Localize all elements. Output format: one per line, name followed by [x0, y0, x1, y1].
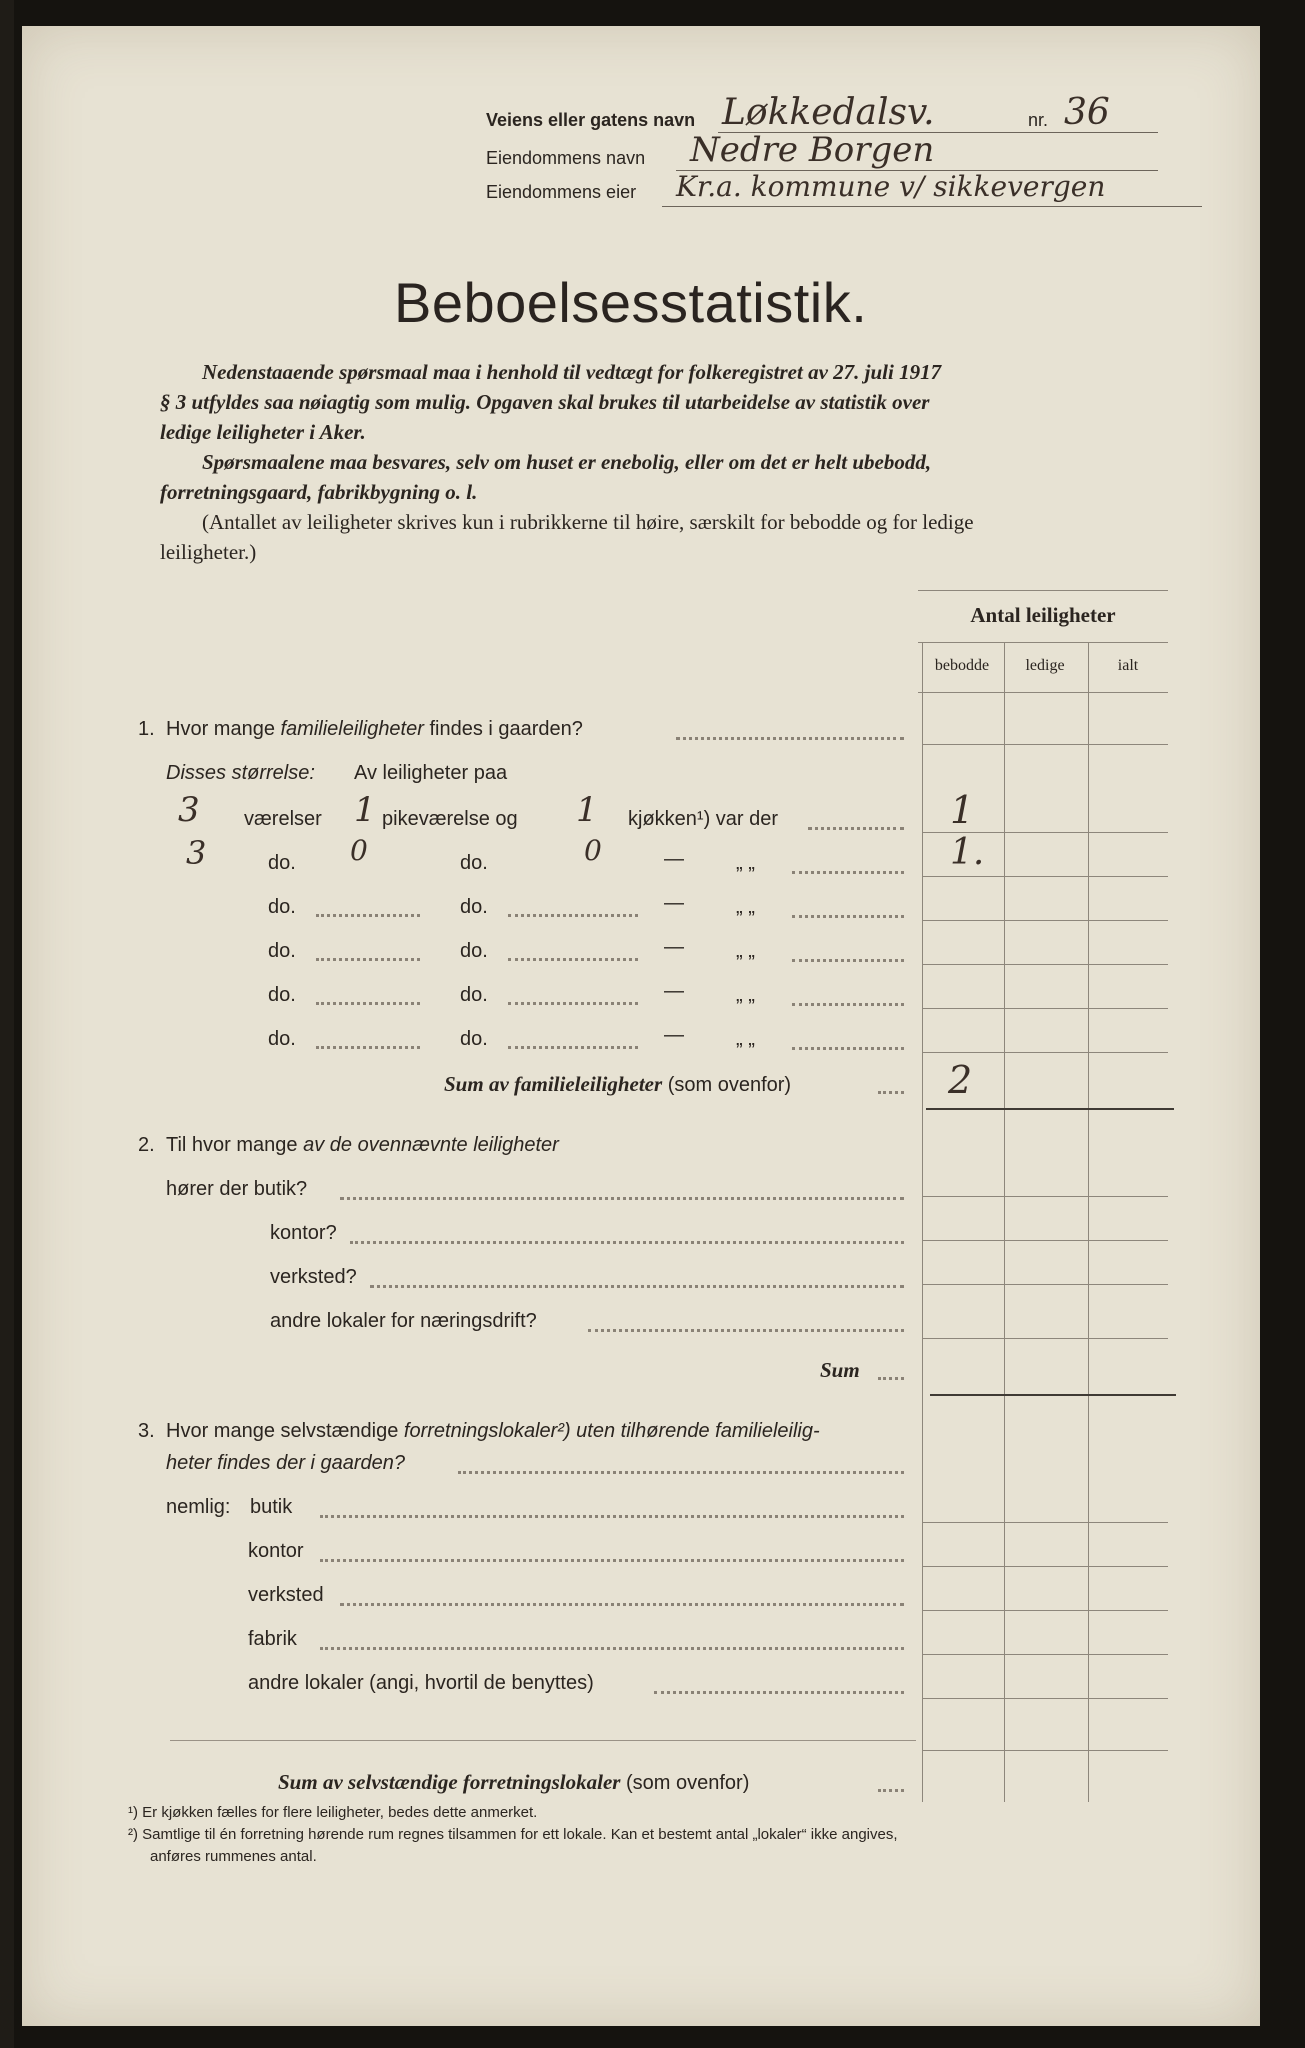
q2-item-butik: hører der butik?: [166, 1178, 308, 1200]
q2-item-andre: andre lokaler for næringsdrift?: [270, 1310, 537, 1332]
leader-dots: [350, 1241, 904, 1244]
q2-item-kontor: kontor?: [270, 1222, 337, 1244]
q1-row5-word-do: do.: [268, 984, 296, 1006]
leader-dots: [676, 737, 904, 740]
owner-underline: [662, 206, 1202, 207]
col-divider-2: [1088, 642, 1089, 1802]
leader-dots: [458, 1471, 904, 1474]
q1-row2-ditto: „ „: [736, 852, 755, 874]
intro-p1-line1: Nedenstaaende spørsmaal maa i henhold til vedtægt for folkeregistret av 27. juli 1917: [202, 360, 942, 384]
q1-row2-bebodde: 1.: [950, 832, 985, 873]
q1-row1-bebodde: 1: [950, 788, 975, 832]
row-rule: [922, 1052, 1168, 1053]
q3-number: 3.: [138, 1420, 155, 1442]
leader-dots: [320, 1559, 904, 1562]
leader-dots: [320, 1515, 904, 1518]
q1-row5-dash: —: [664, 980, 684, 1002]
q1-sum-label: Sum av familieleiligheter (som ovenfor): [444, 1072, 792, 1096]
leader-dots: [792, 871, 904, 874]
table-top-rule: [918, 590, 1168, 591]
col-divider-1: [1004, 642, 1005, 1802]
q3-text-line2: heter findes der i gaarden?: [166, 1452, 406, 1474]
table-title: Antal leiligheter: [970, 603, 1116, 627]
leader-dots: [340, 1197, 904, 1200]
intro-p2-line2: forretningsgaard, fabrikbygning o. l.: [160, 480, 478, 504]
fill-dots: [508, 1046, 638, 1049]
intro-p3-line1: (Antallet av leiligheter skrives kun i rubrikkerne til høire, særskilt for bebodde og for ledige: [202, 510, 974, 534]
table-title-rule: [918, 642, 1168, 643]
row-rule: [922, 1750, 1168, 1751]
q1-row6-ditto: „ „: [736, 1028, 755, 1050]
leader-dots: [588, 1329, 904, 1332]
fill-dots: [316, 958, 420, 961]
property-name-value: Nedre Borgen: [690, 130, 935, 170]
q1-row5-ditto: „ „: [736, 984, 755, 1006]
street-value: Løkkedalsv.: [722, 92, 935, 133]
q1-row1-pike: 1: [354, 790, 376, 830]
row-rule: [922, 1240, 1168, 1241]
owner-value: Kr.a. kommune v/ sikkevergen: [676, 170, 1106, 203]
fill-dots: [508, 958, 638, 961]
intro-p1-line2: § 3 utfyldes saa nøiagtig som mulig. Opgaven skal brukes til utarbeidelse av statistik over: [160, 390, 930, 414]
leader-dots: [878, 1789, 904, 1792]
fill-dots: [316, 1046, 420, 1049]
scan-edge: [0, 0, 14, 2048]
q2-text: Til hvor mange av de ovennævnte leiligheter: [166, 1134, 559, 1156]
q3-write-line: [170, 1740, 916, 1741]
q1-row2-pike: 0: [350, 834, 368, 867]
intro-p3-line2: leiligheter.): [160, 540, 257, 564]
q1-row4-dash: —: [664, 936, 684, 958]
property-name-label: Eiendommens navn: [486, 148, 646, 168]
leader-dots: [792, 1047, 904, 1050]
nr-value: 36: [1064, 92, 1110, 133]
q1-row3-word-do: do.: [268, 896, 296, 918]
q1-row2-dash: —: [664, 848, 684, 870]
q1-row2-word-do2: do.: [460, 852, 488, 874]
col-header-ialt: ialt: [1117, 657, 1139, 674]
q1-row2-kjokken: 0: [584, 834, 602, 867]
q3-sum-label: Sum av selvstændige forretningslokaler (som ovenfor): [278, 1770, 750, 1794]
q1-row5-word-do2: do.: [460, 984, 488, 1006]
fill-dots: [316, 1002, 420, 1005]
fill-dots: [316, 914, 420, 917]
q1-row2-word-do: do.: [268, 852, 296, 874]
q3-text-line1: Hvor mange selvstændige forretningslokaler²) uten tilhørende familieleilig-: [166, 1420, 820, 1442]
q1-row6-word-do: do.: [268, 1028, 296, 1050]
leader-dots: [808, 827, 904, 830]
q1-row1-word-kjokken: kjøkken¹) var der: [628, 808, 779, 830]
row-rule: [922, 1698, 1168, 1699]
owner-label: Eiendommens eier: [486, 182, 637, 202]
q1-text: Hvor mange familieleiligheter findes i gaarden?: [166, 718, 583, 740]
col-header-ledige: ledige: [1025, 657, 1065, 674]
q2-number: 2.: [138, 1134, 155, 1156]
fill-dots: [508, 914, 638, 917]
row-rule: [922, 1338, 1168, 1339]
leader-dots: [654, 1691, 904, 1694]
q1-row3-dash: —: [664, 892, 684, 914]
q1-row2-vaerelser: 3: [186, 834, 207, 872]
q2-sum-label: Sum: [820, 1358, 860, 1382]
page-title: Beboelsesstatistik.: [394, 271, 868, 334]
leader-dots: [792, 959, 904, 962]
leader-dots: [792, 1003, 904, 1006]
q1-row3-ditto: „ „: [736, 896, 755, 918]
row-rule: [922, 1284, 1168, 1285]
q1-row3-word-do2: do.: [460, 896, 488, 918]
row-rule: [922, 1610, 1168, 1611]
leader-dots: [878, 1091, 904, 1094]
q1-number: 1.: [138, 718, 155, 740]
q1-sizes-label: Disses størrelse:: [166, 762, 315, 784]
q3-item-andre: andre lokaler (angi, hvortil de benyttes): [248, 1672, 594, 1694]
street-label: Veiens eller gatens navn: [486, 110, 696, 130]
row-rule: [922, 876, 1168, 877]
q1-row4-word-do2: do.: [460, 940, 488, 962]
leader-dots: [340, 1603, 904, 1606]
col-divider-left: [922, 642, 923, 1802]
q1-row1-vaerelser: 3: [178, 790, 200, 830]
footnote-2-line1: ²) Samtlige til én forretning hørende rum regnes tilsammen for ett lokale. Kan et bestemt antal „lokaler“ ikke angives,: [128, 1826, 898, 1843]
leader-dots: [370, 1285, 904, 1288]
q1-row4-word-do: do.: [268, 940, 296, 962]
q2-item-verksted: verksted?: [270, 1266, 357, 1288]
leader-dots: [878, 1377, 904, 1380]
sum-rule-q2: [930, 1394, 1176, 1396]
q1-sum-bebodde: 2: [948, 1058, 973, 1102]
q3-item-fabrik: fabrik: [248, 1628, 297, 1650]
col-header-rule: [918, 692, 1168, 693]
row-rule: [922, 744, 1168, 745]
col-header-bebodde: bebodde: [934, 657, 990, 674]
nr-label: nr.: [1028, 110, 1049, 130]
q1-row1-kjokken: 1: [576, 790, 598, 830]
footnote-1: ¹) Er kjøkken fælles for flere leiligheter, bedes dette anmerket.: [128, 1804, 538, 1821]
intro-p1-line3: ledige leiligheter i Aker.: [160, 420, 366, 444]
q1-row1-word-vaerelser: værelser: [244, 808, 322, 830]
footnote-2-line2: anføres rummenes antal.: [150, 1848, 317, 1865]
q1-row6-word-do2: do.: [460, 1028, 488, 1050]
q1-row6-dash: —: [664, 1024, 684, 1046]
leader-dots: [320, 1647, 904, 1650]
q3-item-butik: butik: [250, 1496, 293, 1518]
row-rule: [922, 1008, 1168, 1009]
fill-dots: [508, 1002, 638, 1005]
q1-row4-ditto: „ „: [736, 940, 755, 962]
row-rule: [922, 1566, 1168, 1567]
row-rule: [922, 1196, 1168, 1197]
leader-dots: [792, 915, 904, 918]
intro-p2-line1: Spørsmaalene maa besvares, selv om huset er enebolig, eller om det er helt ubebodd,: [202, 450, 932, 474]
q1-sizes-text: Av leiligheter paa: [354, 762, 508, 784]
row-rule: [922, 1654, 1168, 1655]
sum-rule-q1: [926, 1108, 1174, 1110]
q1-row1-word-pike: pikeværelse og: [382, 808, 518, 830]
row-rule: [922, 1522, 1168, 1523]
q3-item-kontor: kontor: [248, 1540, 304, 1562]
q3-nemlig: nemlig:: [166, 1496, 231, 1518]
row-rule: [922, 920, 1168, 921]
row-rule: [922, 964, 1168, 965]
q3-item-verksted: verksted: [248, 1584, 324, 1606]
